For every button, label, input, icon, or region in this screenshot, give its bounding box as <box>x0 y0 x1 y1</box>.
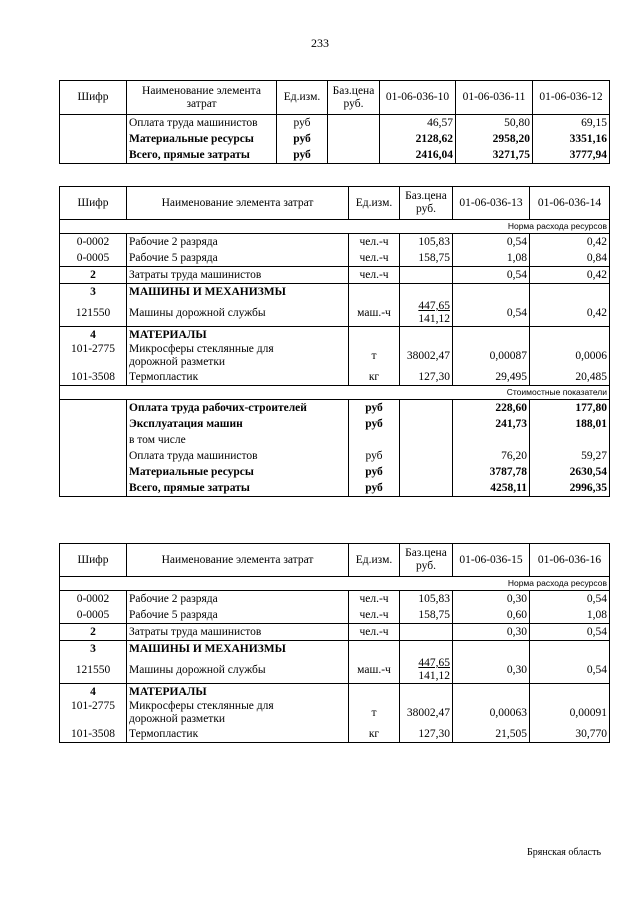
row-unit: руб <box>277 131 328 147</box>
table-row <box>60 369 610 386</box>
row-value: 3271,75 <box>456 147 533 164</box>
cost-label: Стоимостные показатели <box>60 386 610 400</box>
header-unit: Ед.изм. <box>349 544 400 577</box>
section-row <box>60 284 610 301</box>
section-title: МАТЕРИАЛЫ <box>127 327 349 344</box>
row-price: 105,83 <box>400 591 453 608</box>
cost-table-2 <box>59 186 610 497</box>
row-code: 101-3508 <box>60 369 127 386</box>
section-title: МАШИНЫ И МЕХАНИЗМЫ <box>127 641 349 658</box>
row-value: 0,54 <box>453 267 530 284</box>
row-value: 29,495 <box>453 369 530 386</box>
row-name: Всего, прямые затраты <box>127 480 349 497</box>
row-code <box>60 115 127 132</box>
row-value: 1,08 <box>530 607 610 624</box>
row-value: 3777,94 <box>533 147 610 164</box>
header-name: Наименование элемента затрат <box>127 187 349 220</box>
row-name: Затраты труда машинистов <box>127 624 349 641</box>
row-value: 0,42 <box>530 234 610 251</box>
row-price <box>400 657 453 684</box>
row-value: 0,30 <box>453 657 530 684</box>
cost-table-3 <box>59 543 610 743</box>
row-name: Термопластик <box>127 369 349 386</box>
row-value: 0,54 <box>530 657 610 684</box>
row-value: 0,30 <box>453 624 530 641</box>
row-value: 177,80 <box>530 400 610 417</box>
row-value: 2996,35 <box>530 480 610 497</box>
table-row <box>60 480 610 497</box>
header-unit: Ед.изм. <box>277 81 328 115</box>
row-code: 0-0005 <box>60 607 127 624</box>
section-code: 4 <box>60 327 127 344</box>
table-row <box>60 726 610 743</box>
row-name: Рабочие 2 разряда <box>127 591 349 608</box>
price-value: 447,65 <box>418 300 450 312</box>
row-value: 69,15 <box>533 115 610 132</box>
row-name: Оплата труда рабочих-строителей <box>127 400 349 417</box>
table-row <box>60 400 610 417</box>
norma-label: Норма расхода ресурсов <box>60 220 610 234</box>
row-price: 38002,47 <box>400 343 453 369</box>
row-unit: чел.-ч <box>349 234 400 251</box>
row-value: 0,54 <box>530 591 610 608</box>
row-price: 158,75 <box>400 607 453 624</box>
row-name: Рабочие 5 разряда <box>127 250 349 267</box>
row-value: 0,00091 <box>530 700 610 726</box>
price-value-2: 141,12 <box>418 313 450 325</box>
row-price <box>400 624 453 641</box>
header-col1: 01-06-036-15 <box>453 544 530 577</box>
row-name: Материальные ресурсы <box>127 464 349 480</box>
table-row <box>60 448 610 464</box>
row-value: 0,42 <box>530 267 610 284</box>
section-code: 3 <box>60 284 127 301</box>
row-name: Затраты труда машинистов <box>127 267 349 284</box>
row-value: 0,54 <box>530 624 610 641</box>
row-unit <box>349 432 400 448</box>
row-code: 101-3508 <box>60 726 127 743</box>
row-code <box>60 131 127 147</box>
row-value: 46,57 <box>380 115 456 132</box>
row-value <box>453 432 530 448</box>
row-unit: руб <box>277 115 328 132</box>
row-name: Всего, прямые затраты <box>127 147 277 164</box>
row-unit: руб <box>349 464 400 480</box>
row-value: 2958,20 <box>456 131 533 147</box>
row-code: 121550 <box>60 300 127 327</box>
table-row <box>60 624 610 641</box>
row-value: 30,770 <box>530 726 610 743</box>
row-value: 4258,11 <box>453 480 530 497</box>
section-row <box>60 327 610 344</box>
row-value: 1,08 <box>453 250 530 267</box>
row-code: 101-2775 <box>60 700 127 726</box>
header-name: Наименование элемента затрат <box>127 544 349 577</box>
table-row <box>60 115 610 132</box>
price-value: 447,65 <box>418 657 450 669</box>
table-row <box>60 147 610 164</box>
section-code: 4 <box>60 684 127 701</box>
header-price: Баз.цена руб. <box>400 187 453 220</box>
row-unit: чел.-ч <box>349 250 400 267</box>
norma-label: Норма расхода ресурсов <box>60 577 610 591</box>
row-name: Термопластик <box>127 726 349 743</box>
header-col1: 01-06-036-10 <box>380 81 456 115</box>
row-name-line2: дорожной разметки <box>129 356 226 368</box>
row-unit: маш.-ч <box>349 300 400 327</box>
row-name: Материальные ресурсы <box>127 131 277 147</box>
price-value-2: 141,12 <box>418 670 450 682</box>
row-value: 50,80 <box>456 115 533 132</box>
header-col3: 01-06-036-12 <box>533 81 610 115</box>
row-price <box>328 131 380 147</box>
table-row <box>60 343 610 369</box>
header-col1: 01-06-036-13 <box>453 187 530 220</box>
row-value: 59,27 <box>530 448 610 464</box>
row-code: 0-0002 <box>60 234 127 251</box>
header-col2: 01-06-036-14 <box>530 187 610 220</box>
header-name: Наименование элемента затрат <box>127 81 277 115</box>
row-code: 2 <box>60 267 127 284</box>
row-unit: чел.-ч <box>349 624 400 641</box>
row-name: Оплата труда машинистов <box>127 448 349 464</box>
section-row <box>60 684 610 701</box>
table-row <box>60 267 610 284</box>
row-name: Рабочие 5 разряда <box>127 607 349 624</box>
row-value: 0,0006 <box>530 343 610 369</box>
row-unit: маш.-ч <box>349 657 400 684</box>
row-unit: руб <box>349 416 400 432</box>
table-row <box>60 131 610 147</box>
table-row <box>60 700 610 726</box>
row-value: 2630,54 <box>530 464 610 480</box>
section-title: МАШИНЫ И МЕХАНИЗМЫ <box>127 284 349 301</box>
row-unit: т <box>349 343 400 369</box>
row-unit: кг <box>349 369 400 386</box>
row-code: 121550 <box>60 657 127 684</box>
row-code <box>60 147 127 164</box>
row-name-line2: дорожной разметки <box>129 713 226 725</box>
row-value: 241,73 <box>453 416 530 432</box>
row-value: 228,60 <box>453 400 530 417</box>
row-unit: т <box>349 700 400 726</box>
row-value: 0,00063 <box>453 700 530 726</box>
row-name: Машины дорожной службы <box>127 300 349 327</box>
row-unit: руб <box>277 147 328 164</box>
row-value: 76,20 <box>453 448 530 464</box>
row-value: 3351,16 <box>533 131 610 147</box>
row-price <box>400 267 453 284</box>
page-number: 233 <box>311 36 329 50</box>
row-value: 2416,04 <box>380 147 456 164</box>
header-code: Шифр <box>60 544 127 577</box>
section-title: МАТЕРИАЛЫ <box>127 684 349 701</box>
row-price <box>328 115 380 132</box>
section-code: 3 <box>60 641 127 658</box>
table-row <box>60 300 610 327</box>
row-code: 0-0005 <box>60 250 127 267</box>
table-row <box>60 657 610 684</box>
row-value: 0,60 <box>453 607 530 624</box>
table-row <box>60 234 610 251</box>
footer-region: Брянская область <box>527 847 602 858</box>
header-unit: Ед.изм. <box>349 187 400 220</box>
row-value: 0,42 <box>530 300 610 327</box>
row-unit: руб <box>349 480 400 497</box>
row-code: 2 <box>60 624 127 641</box>
row-name-line1: Микросферы стеклянные для <box>129 700 274 712</box>
row-value: 20,485 <box>530 369 610 386</box>
row-price: 38002,47 <box>400 700 453 726</box>
row-name <box>127 343 349 369</box>
row-name: в том числе <box>127 432 349 448</box>
row-value: 3787,78 <box>453 464 530 480</box>
table-row <box>60 607 610 624</box>
row-value: 21,505 <box>453 726 530 743</box>
header-col2: 01-06-036-11 <box>456 81 533 115</box>
row-name: Оплата труда машинистов <box>127 115 277 132</box>
row-unit: кг <box>349 726 400 743</box>
row-price <box>328 147 380 164</box>
row-code: 101-2775 <box>60 343 127 369</box>
cost-table-1 <box>59 80 610 164</box>
row-name-line1: Микросферы стеклянные для <box>129 343 274 355</box>
row-name: Рабочие 2 разряда <box>127 234 349 251</box>
header-code: Шифр <box>60 81 127 115</box>
row-price: 105,83 <box>400 234 453 251</box>
row-value <box>530 432 610 448</box>
row-value: 2128,62 <box>380 131 456 147</box>
section-row <box>60 641 610 658</box>
header-price: Баз.цена руб. <box>328 81 380 115</box>
table-row <box>60 416 610 432</box>
row-value: 0,54 <box>453 234 530 251</box>
row-value: 0,00087 <box>453 343 530 369</box>
row-name <box>127 700 349 726</box>
table-row <box>60 464 610 480</box>
table-row <box>60 250 610 267</box>
row-unit: чел.-ч <box>349 607 400 624</box>
header-price: Баз.цена руб. <box>400 544 453 577</box>
row-value: 0,30 <box>453 591 530 608</box>
row-price <box>400 300 453 327</box>
row-value: 0,84 <box>530 250 610 267</box>
row-code: 0-0002 <box>60 591 127 608</box>
header-col2: 01-06-036-16 <box>530 544 610 577</box>
row-name: Машины дорожной службы <box>127 657 349 684</box>
row-unit: чел.-ч <box>349 591 400 608</box>
row-unit: руб <box>349 400 400 417</box>
row-unit: чел.-ч <box>349 267 400 284</box>
row-name: Эксплуатация машин <box>127 416 349 432</box>
row-price: 158,75 <box>400 250 453 267</box>
table-row <box>60 591 610 608</box>
row-price: 127,30 <box>400 726 453 743</box>
table-row <box>60 432 610 448</box>
row-value: 0,54 <box>453 300 530 327</box>
row-price: 127,30 <box>400 369 453 386</box>
header-code: Шифр <box>60 187 127 220</box>
row-unit: руб <box>349 448 400 464</box>
row-value: 188,01 <box>530 416 610 432</box>
